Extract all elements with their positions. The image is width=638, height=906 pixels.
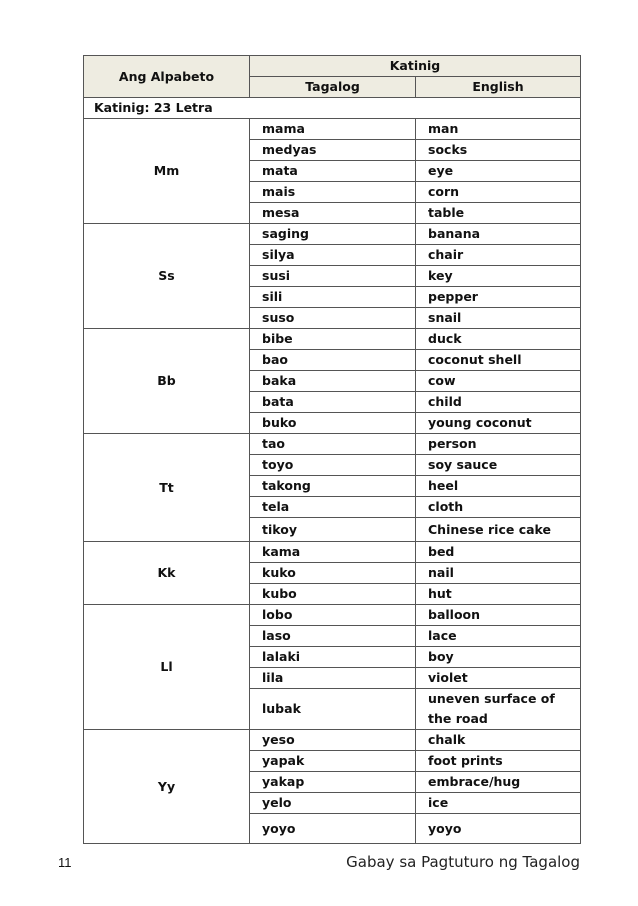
table-row [84,329,581,350]
tagalog-word: bata [250,392,416,413]
alphabet-table [83,55,581,844]
tagalog-word: baka [250,371,416,392]
header-katinig: Katinig [250,56,581,77]
tagalog-word: saging [250,224,416,245]
header-alphabet: Ang Alpabeto [84,56,250,98]
tagalog-word: bao [250,350,416,371]
letter-cell: Kk [84,542,250,605]
letter-cell: Bb [84,329,250,434]
english-word: yoyo [416,814,581,844]
english-word: soy sauce [416,455,581,476]
english-word: corn [416,182,581,203]
tagalog-word: lila [250,668,416,689]
tagalog-word: laso [250,626,416,647]
tagalog-word: buko [250,413,416,434]
english-word: cloth [416,497,581,518]
footer-title: Gabay sa Pagtuturo ng Tagalog [346,853,580,871]
tagalog-word: yakap [250,772,416,793]
header-english: English [416,77,581,98]
english-word: violet [416,668,581,689]
tagalog-word: mesa [250,203,416,224]
english-word: young coconut [416,413,581,434]
header-tagalog: Tagalog [250,77,416,98]
letter-cell: Tt [84,434,250,542]
tagalog-word: mais [250,182,416,203]
english-word: cow [416,371,581,392]
tagalog-word: lobo [250,605,416,626]
table-row [84,542,581,563]
tagalog-word: suso [250,308,416,329]
letter-cell: Mm [84,119,250,224]
english-word: socks [416,140,581,161]
tagalog-word: yoyo [250,814,416,844]
section-label: Katinig: 23 Letra [84,98,581,119]
tagalog-word: lalaki [250,647,416,668]
english-word: key [416,266,581,287]
tagalog-word: sili [250,287,416,308]
tagalog-word: mama [250,119,416,140]
table-row [84,605,581,626]
english-word: boy [416,647,581,668]
tagalog-word: toyo [250,455,416,476]
english-word: child [416,392,581,413]
tagalog-word: kuko [250,563,416,584]
english-word: eye [416,161,581,182]
tagalog-word: silya [250,245,416,266]
english-word: banana [416,224,581,245]
tagalog-word: medyas [250,140,416,161]
table-row [84,224,581,245]
tagalog-word: mata [250,161,416,182]
tagalog-word: yapak [250,751,416,772]
english-word: person [416,434,581,455]
table-row [84,434,581,455]
table-row [84,730,581,751]
tagalog-word: kubo [250,584,416,605]
english-word: ice [416,793,581,814]
tagalog-word: yelo [250,793,416,814]
tagalog-word: tela [250,497,416,518]
tagalog-word: yeso [250,730,416,751]
english-word: heel [416,476,581,497]
english-word: foot prints [416,751,581,772]
english-word: bed [416,542,581,563]
english-word: snail [416,308,581,329]
table-row [84,119,581,140]
letter-cell: Ss [84,224,250,329]
page-number: 11 [58,855,72,870]
english-word: coconut shell [416,350,581,371]
tagalog-word: kama [250,542,416,563]
tagalog-word: lubak [250,689,416,730]
english-word: man [416,119,581,140]
english-word: uneven surface of the road [416,689,581,730]
english-word: pepper [416,287,581,308]
tagalog-word: susi [250,266,416,287]
letter-cell: Ll [84,605,250,730]
english-word: hut [416,584,581,605]
english-word: lace [416,626,581,647]
tagalog-word: bibe [250,329,416,350]
english-word: embrace/hug [416,772,581,793]
english-word: chalk [416,730,581,751]
tagalog-word: takong [250,476,416,497]
english-word: table [416,203,581,224]
english-word: nail [416,563,581,584]
english-word: balloon [416,605,581,626]
english-word: chair [416,245,581,266]
letter-cell: Yy [84,730,250,844]
tagalog-word: tikoy [250,518,416,542]
english-word: Chinese rice cake [416,518,581,542]
english-word: duck [416,329,581,350]
tagalog-word: tao [250,434,416,455]
